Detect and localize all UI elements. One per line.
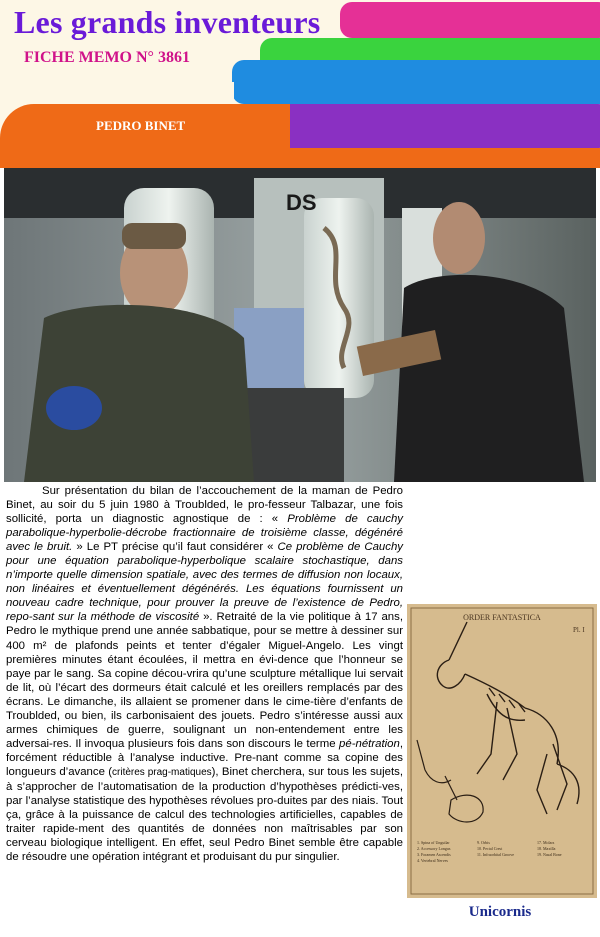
- inventor-name: PEDRO BINET: [96, 118, 186, 133]
- plate-number: Pl. I: [573, 626, 585, 634]
- svg-text:11. Infraorbital Groove: 11. Infraorbital Groove: [477, 852, 515, 857]
- header-banner: [0, 0, 600, 168]
- orange-band-right: [280, 148, 600, 168]
- svg-text:9. Orbis: 9. Orbis: [477, 840, 490, 845]
- cream-notch: [210, 82, 234, 104]
- blue-band: [232, 60, 600, 104]
- magenta-band: [340, 2, 600, 38]
- svg-text:3. Foramen Ascendis: 3. Foramen Ascendis: [417, 852, 451, 857]
- svg-text:2. Accessory Longus: 2. Accessory Longus: [417, 846, 451, 851]
- purple-band: [270, 104, 600, 148]
- svg-text:10. Pectal Crest: 10. Pectal Crest: [477, 846, 503, 851]
- plate-title: ORDER FANTASTICA: [463, 613, 541, 622]
- svg-text:1. Spina of Unguilar: 1. Spina of Unguilar: [417, 840, 450, 845]
- lab-photo: [4, 168, 596, 482]
- svg-text:17. Molars: 17. Molars: [537, 840, 555, 845]
- page-title: Les grands inventeurs: [14, 4, 321, 40]
- svg-text:19. Nasal Bone: 19. Nasal Bone: [537, 852, 562, 857]
- article-paragraph: Sur présentation du bilan de l’accouchement de la maman de Pedro Binet, au soir du 5 juin 1980 à Troublded, le pro-fesseur Talbazar, une fois sollicité, porta un diagnostic agnostique de : « Problème de cauchy parabolique-hyperbolie-décrobe fractionnaire de troisième classe, dégénéré avec le bruit. » Le PT précise qu’il faut considérer « Ce problème de Cauchy pour une équation parabolique-hyperbolique scalaire stochastique, dans n’importe quelle dimension spatiale, avec des termes de diffusion non locaux, non linéaires et éventuellement dégénérés. Les équations fournissent un nouveau cadre technique, pour prouver la preuve de l’existence de Pedro, repo-sant sur la méthode de viscosité ». Retraité de la vie politique à 17 ans, Pedro le mythique prend une année sabbatique, pour se mettre à dessiner sur 400 m² de plafonds peints et tenter d’égaler Miguel-Angelo. Les vingt premières minutes étant écoulées, il mettra en évi-dence que l’honneur se paye par le sang. Sa copine décou-vrira qu’une sculpture métallique lui servait de lit, où l’écart des dormeurs était calculé et les oreillers remplacés par des écrans. Le dimanche, ils allaient se promener dans le cime-tière d’enfants de Troublded, ou bien, ils carbonisaient des jouets. Pedro s’intéresse aussi aux armes chimiques de guerre, soulignant un non-entendement entre les adversai-res. Il invoqua plusieurs fois dans son discours le terme pé-nétration, forcément réductible à l’analyse inductive. Pre-nant comme sa copine des longueurs d’avance (critères prag-matiques), Binet cherchera, sur tous les sujets, à s’approcher de l’automatisation de la production d’hypothèses prédicti-ves, par l’analyse statistique des hypothèses révolues pro-duites par des niais. Tout ça, grâce à la puissance de calcul des technologies artificielles, capables de traiter rapide-ment des quantités de données non maîtrisables par son cerveau biologique intelligent. En effet, seul Pedro Binet semble être capable de résoudre une opération intégrant et produisant du pur singulier.: [6, 485, 404, 864]
- svg-text:4. Vertebral Nerves: 4. Vertebral Nerves: [417, 858, 448, 863]
- scientists-in-lab-photo: [4, 168, 596, 482]
- unicorn-skeleton-icon: [407, 604, 597, 898]
- svg-text:18. Maxilla: 18. Maxilla: [537, 846, 556, 851]
- lab-label: DS: [286, 190, 317, 215]
- unicorn-skeleton-plate: [407, 604, 597, 898]
- article-body: [6, 484, 403, 864]
- orange-band: [0, 104, 290, 168]
- fiche-number: FICHE MEMO N° 3861: [24, 49, 190, 66]
- figure-caption: Unicornis: [468, 904, 532, 920]
